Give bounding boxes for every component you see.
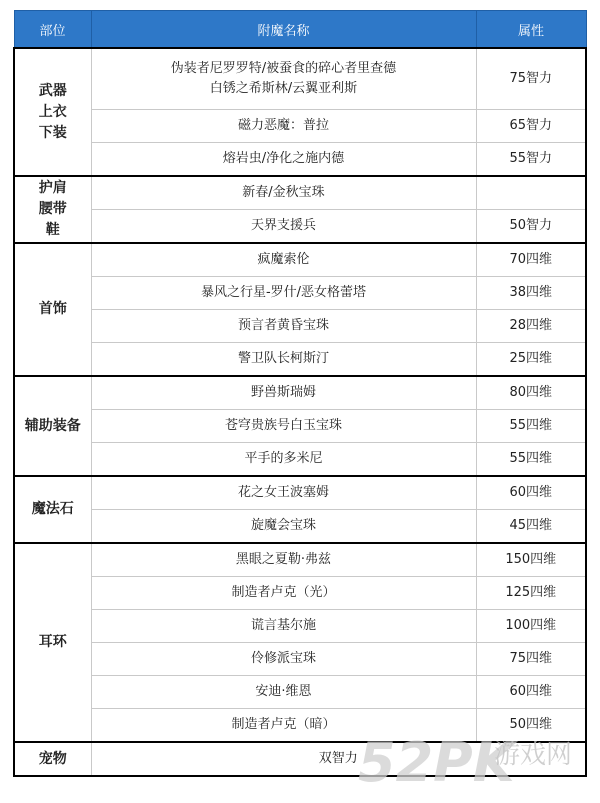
- attribute-cell: 50四维: [476, 709, 586, 743]
- slot-cell: 魔法石: [14, 476, 91, 543]
- table-row: [14, 443, 586, 477]
- attribute-cell: 45四维: [476, 510, 586, 544]
- table-row: [14, 210, 586, 244]
- attribute-cell: 70四维: [476, 243, 586, 277]
- table-row: [14, 343, 586, 377]
- enchant-name-cell: 预言者黄昏宝珠: [91, 310, 476, 343]
- table-row: [14, 676, 586, 709]
- enchant-name-cell: 磁力恶魔：普拉: [91, 110, 476, 143]
- table-row: [14, 376, 586, 410]
- attribute-cell: 65智力: [476, 110, 586, 143]
- header-attribute: 属性: [476, 11, 586, 49]
- table-row: [14, 110, 586, 143]
- table-header-row: [14, 11, 586, 49]
- enchant-name-cell: 熔岩虫/净化之施内德: [91, 143, 476, 177]
- table-row: [14, 543, 586, 577]
- slot-cell: 宠物: [14, 742, 91, 776]
- table-body: [14, 48, 586, 776]
- enchant-name-cell: 旋魔会宝珠: [91, 510, 476, 544]
- enchant-name-cell: 安迪·维恩: [91, 676, 476, 709]
- attribute-cell: 55四维: [476, 443, 586, 477]
- attribute-cell: 75智力: [476, 48, 586, 110]
- attribute-cell: 50智力: [476, 210, 586, 244]
- enchant-name-cell: 苍穹贵族号白玉宝珠: [91, 410, 476, 443]
- slot-cell: 辅助装备: [14, 376, 91, 476]
- enchant-table: [13, 10, 587, 777]
- enchant-name-cell: 伶修派宝珠: [91, 643, 476, 676]
- enchant-name-cell: 花之女王波塞姆: [91, 476, 476, 510]
- table-row: [14, 577, 586, 610]
- enchant-name-cell: 天界支援兵: [91, 210, 476, 244]
- enchant-name-cell: 制造者卢克（光）: [91, 577, 476, 610]
- table-row: [14, 510, 586, 544]
- header-enchant-name: 附魔名称: [91, 11, 476, 49]
- attribute-cell: 75四维: [476, 643, 586, 676]
- watermark-text: 游戏网: [494, 740, 573, 770]
- attribute-cell: 25四维: [476, 343, 586, 377]
- table-row: [14, 310, 586, 343]
- enchant-name-cell: 新春/金秋宝珠: [91, 176, 476, 210]
- attribute-cell: 150四维: [476, 543, 586, 577]
- attribute-cell: 80四维: [476, 376, 586, 410]
- enchant-name-cell: 伪装者尼罗罗特/被蚕食的碎心者里查德 白锈之希斯林/云翼亚利斯: [91, 48, 476, 110]
- header-slot: 部位: [14, 11, 91, 49]
- slot-cell: 武器 上衣 下装: [14, 48, 91, 176]
- enchant-name-cell: 疯魔索伦: [91, 243, 476, 277]
- attribute-cell: [476, 176, 586, 210]
- merged-value-cell: 双智力: [91, 742, 586, 776]
- enchant-name-cell: 黑眼之夏勒·弗兹: [91, 543, 476, 577]
- slot-cell: 护肩 腰带 鞋: [14, 176, 91, 243]
- attribute-cell: 55四维: [476, 410, 586, 443]
- table-row: [14, 643, 586, 676]
- table-row: [14, 143, 586, 177]
- watermark-logo-letters: 52PK: [358, 731, 515, 793]
- attribute-cell: 60四维: [476, 476, 586, 510]
- enchant-name-cell: 暴风之行星-罗什/恶女格蕾塔: [91, 277, 476, 310]
- table-row: [14, 176, 586, 210]
- enchant-name-cell: 谎言基尔施: [91, 610, 476, 643]
- table-row: [14, 610, 586, 643]
- attribute-cell: 38四维: [476, 277, 586, 310]
- attribute-cell: 60四维: [476, 676, 586, 709]
- enchant-name-cell: 野兽斯瑞姆: [91, 376, 476, 410]
- slot-cell: 耳环: [14, 543, 91, 742]
- watermark-logo: [356, 723, 586, 793]
- enchant-name-cell: 制造者卢克（暗）: [91, 709, 476, 743]
- attribute-cell: 125四维: [476, 577, 586, 610]
- table-row: [14, 48, 586, 110]
- table-row: [14, 410, 586, 443]
- table-row: [14, 277, 586, 310]
- table-row: [14, 243, 586, 277]
- table-row: [14, 476, 586, 510]
- slot-cell: 首饰: [14, 243, 91, 376]
- attribute-cell: 55智力: [476, 143, 586, 177]
- attribute-cell: 28四维: [476, 310, 586, 343]
- enchant-name-cell: 警卫队长柯斯汀: [91, 343, 476, 377]
- attribute-cell: 100四维: [476, 610, 586, 643]
- enchant-name-cell: 平手的多米尼: [91, 443, 476, 477]
